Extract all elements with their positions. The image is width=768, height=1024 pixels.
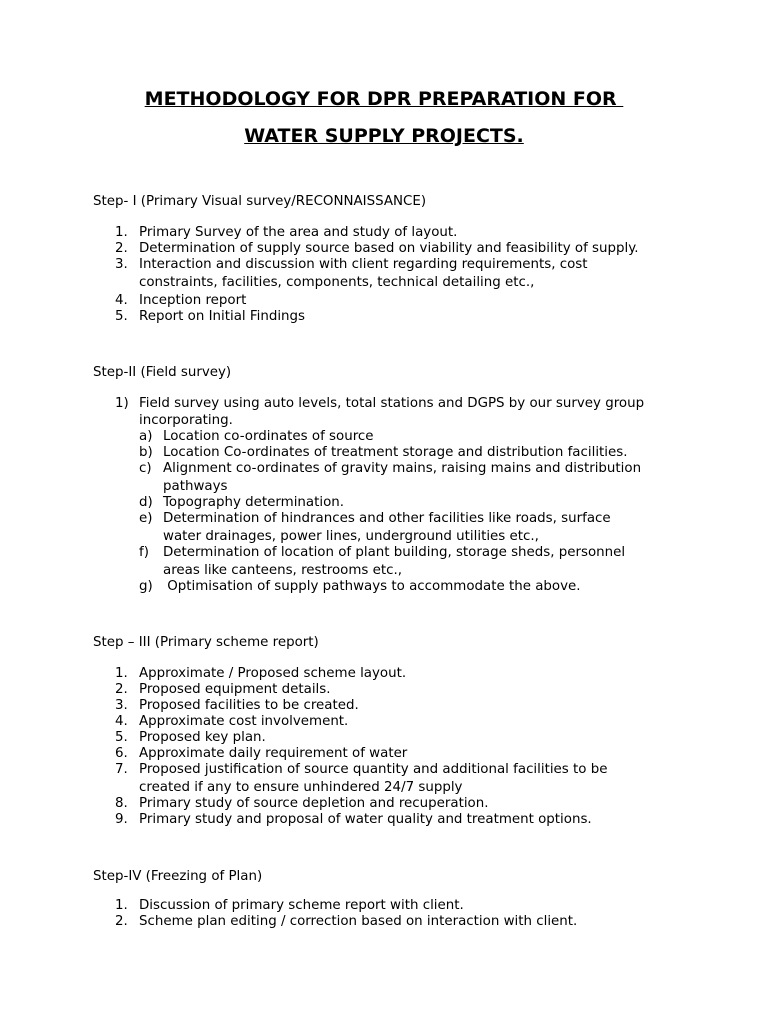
list-item (115, 762, 715, 796)
step1-list (115, 225, 715, 325)
list-item-text: Proposed facilities to be created. (139, 698, 359, 713)
list-item-text: Primary study and proposal of water quality and treatment options. (139, 812, 592, 827)
sublist-item-letter: b) (139, 445, 153, 460)
list-item (115, 293, 715, 309)
sublist-item-letter: f) (139, 545, 149, 560)
list-item-text: Interaction and discussion with client regarding requirements, cost (139, 257, 588, 272)
list-item (115, 796, 715, 812)
list-item (115, 812, 715, 828)
list-item (115, 898, 715, 914)
step1-heading: Step- I (Primary Visual survey/RECONNAISSANCE) (93, 194, 427, 209)
sublist-item-letter: c) (139, 461, 152, 476)
list-item-text: Inception report (139, 293, 247, 308)
sublist-item-text: Location Co-ordinates of treatment storage and distribution facilities. (163, 445, 628, 460)
list-item-number: 7. (115, 762, 128, 777)
list-item-continuation: constraints, facilities, components, technical detailing etc., (139, 275, 535, 290)
list-item-continuation: incorporating. (139, 413, 233, 428)
list-item-text: Field survey using auto levels, total stations and DGPS by our survey group (139, 396, 645, 411)
sublist-item (139, 495, 715, 511)
list-item-number: 1. (115, 666, 128, 681)
list-item (115, 225, 715, 241)
list-item-text: Proposed key plan. (139, 730, 266, 745)
list-item-number: 6. (115, 746, 128, 761)
list-item-number: 2. (115, 914, 128, 929)
list-item-continuation: created if any to ensure unhindered 24/7 supply (139, 780, 463, 795)
list-item-text: Approximate daily requirement of water (139, 746, 408, 761)
document-title-line1: METHODOLOGY FOR DPR PREPARATION FOR (144, 88, 624, 110)
step4-list (115, 898, 715, 930)
list-item (115, 714, 715, 730)
sublist-item (139, 511, 715, 545)
list-item-number: 2. (115, 682, 128, 697)
list-item-text: Report on Initial Findings (139, 309, 306, 324)
list-item-number: 4. (115, 293, 128, 308)
step2-heading: Step-II (Field survey) (93, 365, 232, 380)
list-item-number: 5. (115, 730, 128, 745)
sublist-item-text: Location co-ordinates of source (163, 429, 374, 444)
list-item-text: Determination of supply source based on viability and feasibility of supply. (139, 241, 639, 256)
list-item (115, 914, 715, 930)
sublist-item-text: Optimisation of supply pathways to accommodate the above. (163, 579, 581, 594)
list-item (115, 730, 715, 746)
list-item-number: 2. (115, 241, 128, 256)
list-item-number: 1. (115, 225, 128, 240)
list-item (115, 257, 715, 291)
sublist-item-letter: d) (139, 495, 153, 510)
sublist-item-text: Alignment co-ordinates of gravity mains, raising mains and distribution (163, 461, 642, 476)
list-item-text: Discussion of primary scheme report with client. (139, 898, 464, 913)
list-item (115, 309, 715, 325)
sublist-item-letter: e) (139, 511, 153, 526)
list-item-text: Approximate cost involvement. (139, 714, 349, 729)
sublist-item (139, 579, 715, 595)
list-item (115, 241, 715, 257)
list-item-text: Primary Survey of the area and study of layout. (139, 225, 458, 240)
list-item-number: 3. (115, 698, 128, 713)
list-item-number: 8. (115, 796, 128, 811)
list-item-text: Primary study of source depletion and recuperation. (139, 796, 489, 811)
sublist-item-continuation: pathways (163, 479, 228, 494)
list-item (115, 698, 715, 714)
sublist-item-letter: g) (139, 579, 153, 594)
sublist-item (139, 461, 715, 495)
list-item-text: Approximate / Proposed scheme layout. (139, 666, 407, 681)
sublist-item (139, 445, 715, 461)
step4-heading: Step-IV (Freezing of Plan) (93, 869, 263, 884)
document-title-line2: WATER SUPPLY PROJECTS. (244, 125, 524, 147)
sublist-item-text: Determination of hindrances and other facilities like roads, surface (163, 511, 611, 526)
list-item-number: 3. (115, 257, 128, 272)
list-item-number: 4. (115, 714, 128, 729)
list-item-number: 5. (115, 309, 128, 324)
list-item-text: Proposed equipment details. (139, 682, 331, 697)
list-item-text: Proposed justification of source quantity and additional facilities to be (139, 762, 608, 777)
list-item-number: 9. (115, 812, 128, 827)
step2-list (115, 396, 715, 595)
list-item (115, 746, 715, 762)
list-item (115, 396, 715, 595)
sublist-item-continuation: water drainages, power lines, underground utilities etc., (163, 529, 539, 544)
sublist-item-continuation: areas like canteens, restrooms etc., (163, 563, 402, 578)
list-item (115, 682, 715, 698)
sublist-item-letter: a) (139, 429, 153, 444)
sublist-item-text: Topography determination. (163, 495, 345, 510)
list-item-text: Scheme plan editing / correction based on interaction with client. (139, 914, 578, 929)
step2-sublist (139, 429, 715, 595)
list-item (115, 666, 715, 682)
step3-list (115, 666, 715, 828)
list-item-number: 1. (115, 898, 128, 913)
step3-heading: Step – III (Primary scheme report) (93, 635, 319, 650)
sublist-item (139, 429, 715, 445)
sublist-item-text: Determination of location of plant building, storage sheds, personnel (163, 545, 626, 560)
list-item-number: 1) (115, 396, 129, 411)
sublist-item (139, 545, 715, 579)
